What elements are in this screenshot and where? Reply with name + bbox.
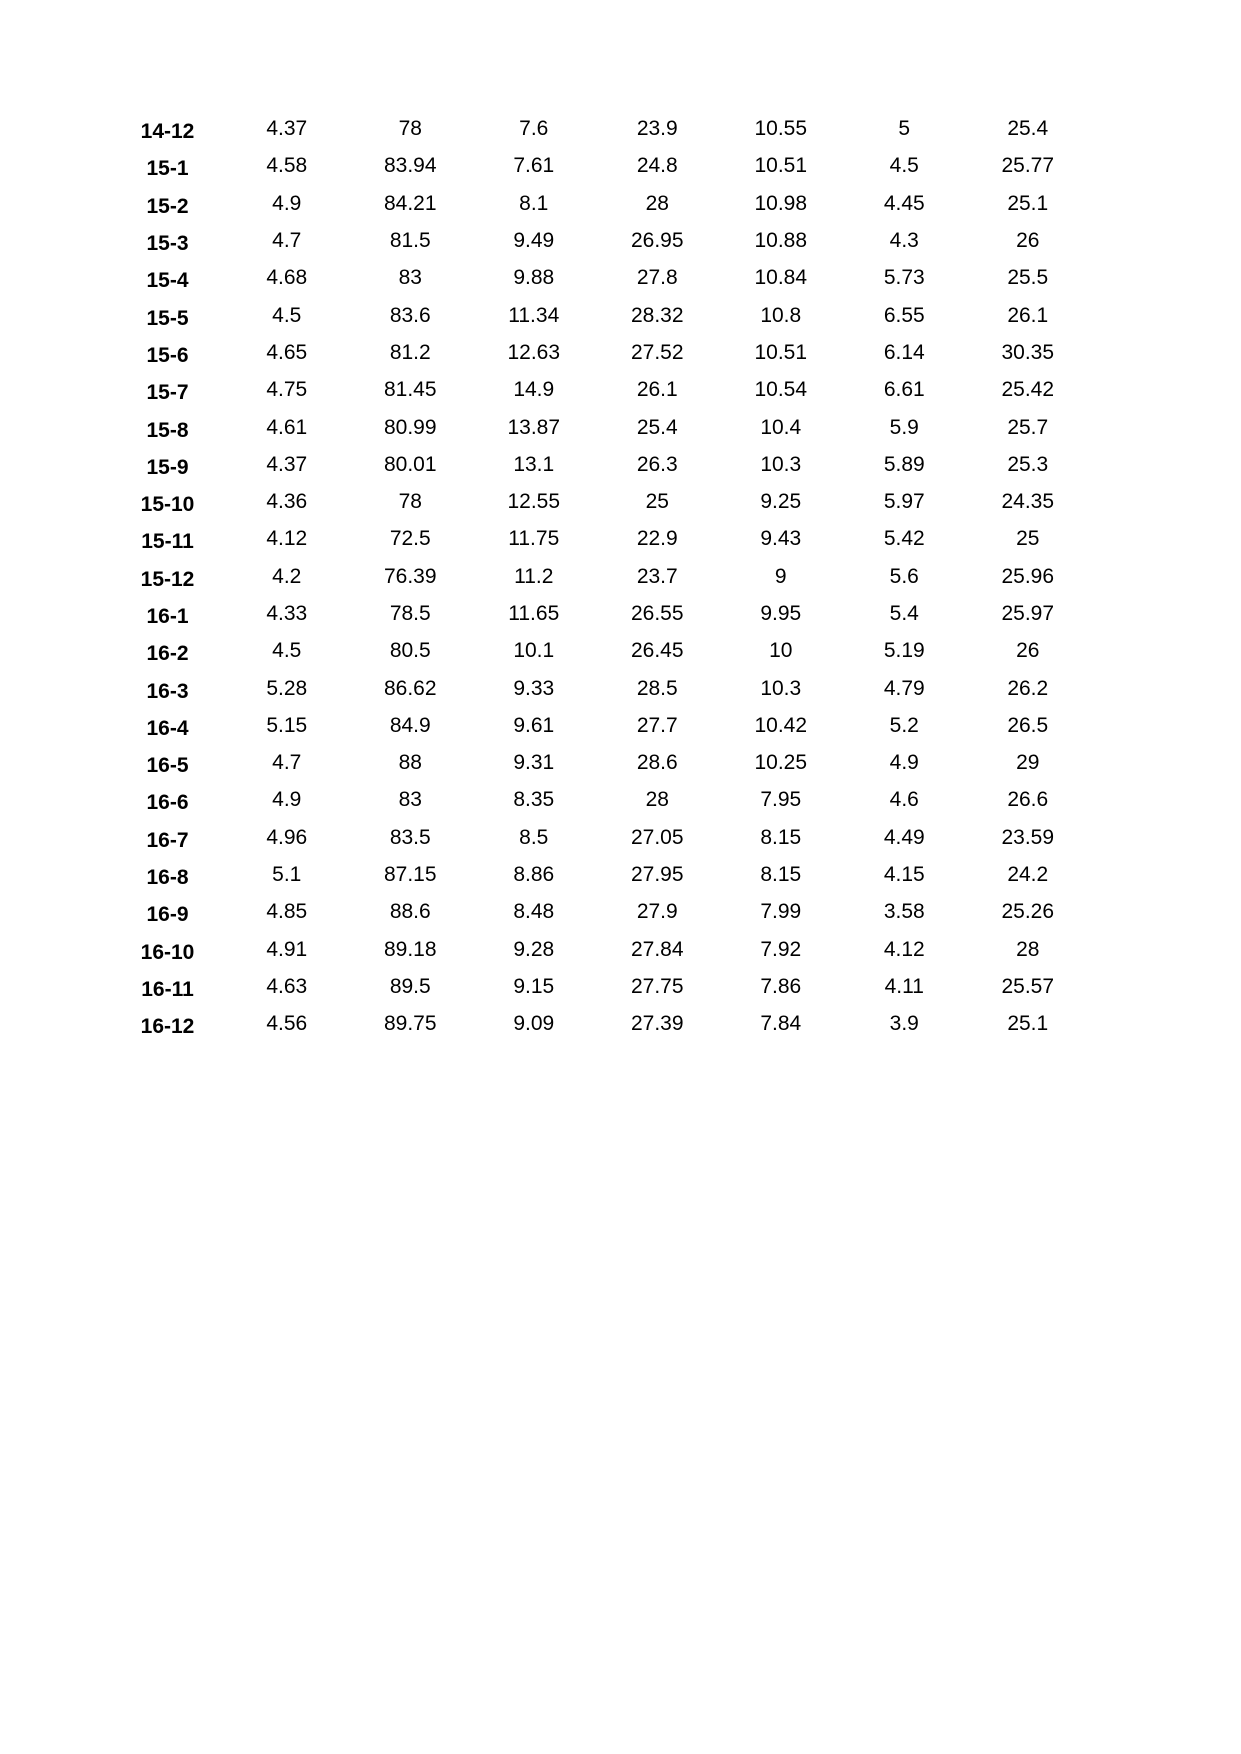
table-cell: 8.86 xyxy=(513,863,555,887)
table-cell: 7.61 xyxy=(513,154,555,178)
table-cell: 25.97 xyxy=(1001,602,1055,625)
table-cell: 5.15 xyxy=(266,713,308,737)
table-cell: 8.15 xyxy=(760,863,802,887)
table-cell: 25.5 xyxy=(1007,266,1049,290)
table-cell: 5.73 xyxy=(883,266,925,290)
row-label: 16-11 xyxy=(141,977,194,1001)
table-cell: 9.33 xyxy=(513,676,555,700)
table-cell: 26.5 xyxy=(1007,713,1049,737)
table-cell: 5.6 xyxy=(889,564,919,588)
table-row xyxy=(110,520,1090,557)
table-cell: 83 xyxy=(398,266,422,290)
row-label: 15-5 xyxy=(146,306,189,330)
table-cell: 26 xyxy=(1016,229,1040,253)
table-cell: 28.5 xyxy=(636,676,678,700)
table-cell: 25.26 xyxy=(1001,900,1055,924)
table-cell: 12.55 xyxy=(507,490,561,514)
table-cell: 88.6 xyxy=(389,900,431,924)
row-label: 16-4 xyxy=(146,716,189,740)
table-cell: 4.12 xyxy=(266,527,308,551)
table-cell: 25.7 xyxy=(1007,415,1049,439)
table-cell: 12.63 xyxy=(507,340,561,364)
table-cell: 83.94 xyxy=(383,154,437,178)
table-cell: 26.95 xyxy=(630,229,684,253)
table-cell: 83 xyxy=(398,788,422,812)
table-cell: 25 xyxy=(645,490,669,514)
table-cell: 27.8 xyxy=(636,266,678,290)
table-cell: 10.3 xyxy=(760,452,802,476)
table-cell: 26.3 xyxy=(636,452,678,476)
table-cell: 26.2 xyxy=(1007,676,1049,700)
table-cell: 8.48 xyxy=(513,900,555,924)
table-row xyxy=(110,408,1090,445)
row-label: 16-12 xyxy=(140,1015,195,1039)
row-label: 16-9 xyxy=(146,903,189,927)
table-row xyxy=(110,1005,1090,1042)
table-cell: 7.95 xyxy=(760,788,802,812)
row-label: 15-10 xyxy=(140,493,195,517)
table-cell: 89.75 xyxy=(383,1012,437,1036)
table-row xyxy=(110,185,1090,222)
table-cell: 4.12 xyxy=(883,937,925,961)
table-cell: 25.77 xyxy=(1001,154,1055,178)
table-cell: 8.1 xyxy=(519,191,549,215)
table-cell: 9 xyxy=(774,564,787,588)
table-cell: 10.88 xyxy=(754,229,808,253)
table-cell: 11.2 xyxy=(514,564,554,588)
table-cell: 10.55 xyxy=(754,117,808,141)
row-label: 14-12 xyxy=(140,120,195,144)
table-cell: 10.42 xyxy=(754,713,808,737)
table-cell: 29 xyxy=(1016,751,1040,775)
table-cell: 89.5 xyxy=(389,974,431,998)
table-cell: 4.6 xyxy=(889,788,919,812)
table-cell: 78 xyxy=(398,117,422,141)
table-cell: 4.58 xyxy=(266,154,308,178)
table-cell: 10 xyxy=(769,639,793,663)
row-label: 15-9 xyxy=(146,455,189,479)
table-row xyxy=(110,893,1090,930)
table-cell: 28 xyxy=(645,191,669,215)
table-cell: 27.9 xyxy=(636,900,678,924)
table-cell: 80.99 xyxy=(383,415,437,439)
row-label: 15-2 xyxy=(146,194,189,218)
table-row xyxy=(110,483,1090,520)
table-cell: 80.01 xyxy=(383,452,437,476)
table-cell: 14.9 xyxy=(513,378,555,402)
table-cell: 11.65 xyxy=(508,602,560,625)
table-cell: 25.1 xyxy=(1007,191,1049,215)
table-cell: 6.61 xyxy=(883,378,925,402)
table-cell: 80.5 xyxy=(389,639,431,663)
table-cell: 4.65 xyxy=(266,340,308,364)
table-cell: 89.18 xyxy=(383,937,437,961)
table-cell: 10.51 xyxy=(754,154,808,178)
table-cell: 86.62 xyxy=(383,676,437,700)
table-cell: 30.35 xyxy=(1001,340,1055,364)
table-cell: 5.1 xyxy=(272,863,302,887)
row-label: 16-5 xyxy=(146,754,189,778)
table-cell: 26.6 xyxy=(1007,788,1049,812)
table-cell: 4.36 xyxy=(266,490,308,514)
table-cell: 11.34 xyxy=(508,303,560,327)
table-cell: 26.55 xyxy=(630,602,684,625)
table-row xyxy=(110,334,1090,371)
table-cell: 7.99 xyxy=(760,900,802,924)
table-row xyxy=(110,744,1090,781)
table-cell: 9.25 xyxy=(760,490,802,514)
table-cell: 23.7 xyxy=(636,564,678,588)
table-cell: 81.45 xyxy=(383,378,437,402)
table-cell: 4.15 xyxy=(883,863,925,887)
table-cell: 6.55 xyxy=(883,303,925,327)
table-cell: 5.28 xyxy=(266,676,308,700)
table-cell: 10.98 xyxy=(754,191,808,215)
table-cell: 9.95 xyxy=(760,602,802,625)
row-label: 15-4 xyxy=(146,269,189,293)
table-cell: 5.4 xyxy=(889,602,919,625)
table-cell: 28.32 xyxy=(630,303,684,327)
table-cell: 4.5 xyxy=(889,154,919,178)
table-cell: 84.9 xyxy=(389,713,431,737)
table-row xyxy=(110,856,1090,893)
table-cell: 28.6 xyxy=(636,751,678,775)
table-cell: 26.1 xyxy=(1007,303,1049,327)
table-cell: 28 xyxy=(1016,937,1040,961)
data-table-body xyxy=(110,110,1090,1042)
table-cell: 76.39 xyxy=(383,564,437,588)
table-cell: 84.21 xyxy=(383,191,437,215)
row-label: 16-6 xyxy=(146,791,189,815)
row-label: 15-7 xyxy=(146,381,189,405)
table-row xyxy=(110,259,1090,296)
table-cell: 5.9 xyxy=(889,415,919,439)
table-cell: 4.7 xyxy=(272,229,302,253)
table-cell: 11.75 xyxy=(508,527,560,551)
table-row xyxy=(110,446,1090,483)
table-cell: 78.5 xyxy=(389,602,431,625)
table-cell: 25.96 xyxy=(1001,564,1055,588)
table-cell: 4.37 xyxy=(266,452,308,476)
table-cell: 4.63 xyxy=(266,974,308,998)
row-label: 16-2 xyxy=(146,642,189,666)
table-cell: 83.5 xyxy=(389,825,431,849)
table-cell: 4.75 xyxy=(266,378,308,402)
table-cell: 7.84 xyxy=(760,1012,802,1036)
table-cell: 4.49 xyxy=(883,825,925,849)
row-label: 15-1 xyxy=(146,157,189,181)
row-label: 16-8 xyxy=(146,866,189,890)
table-cell: 3.58 xyxy=(883,900,925,924)
table-cell: 25.4 xyxy=(636,415,678,439)
table-cell: 26 xyxy=(1016,639,1040,663)
table-cell: 27.7 xyxy=(636,713,678,737)
table-cell: 4.9 xyxy=(272,191,302,215)
table-cell: 10.8 xyxy=(760,303,802,327)
table-cell: 9.31 xyxy=(513,751,555,775)
table-cell: 9.15 xyxy=(513,974,555,998)
table-cell: 23.59 xyxy=(1001,825,1055,849)
table-cell: 4.45 xyxy=(883,191,925,215)
table-row xyxy=(110,222,1090,259)
table-cell: 6.14 xyxy=(883,340,925,364)
table-cell: 4.5 xyxy=(272,639,302,663)
table-cell: 27.05 xyxy=(630,825,684,849)
table-cell: 4.7 xyxy=(272,751,302,775)
table-cell: 7.92 xyxy=(760,937,802,961)
table-cell: 10.3 xyxy=(760,676,802,700)
table-cell: 25.42 xyxy=(1001,378,1055,402)
table-cell: 24.2 xyxy=(1007,863,1049,887)
table-cell: 3.9 xyxy=(889,1012,919,1036)
table-cell: 27.84 xyxy=(630,937,684,961)
table-cell: 4.3 xyxy=(889,229,919,253)
table-row xyxy=(110,595,1090,632)
table-cell: 4.9 xyxy=(272,788,302,812)
table-cell: 72.5 xyxy=(389,527,431,551)
table-cell: 4.56 xyxy=(266,1012,308,1036)
table-row xyxy=(110,931,1090,968)
table-cell: 10.1 xyxy=(513,639,555,663)
table-cell: 4.2 xyxy=(272,564,302,588)
table-cell: 25.3 xyxy=(1007,452,1049,476)
table-cell: 27.39 xyxy=(630,1012,684,1036)
table-cell: 4.9 xyxy=(889,751,919,775)
table-cell: 81.2 xyxy=(389,340,431,364)
table-cell: 27.75 xyxy=(630,974,684,998)
table-cell: 10.25 xyxy=(754,751,808,775)
table-cell: 25.57 xyxy=(1001,974,1055,998)
row-label: 16-10 xyxy=(140,940,195,964)
table-row xyxy=(110,968,1090,1005)
table-cell: 8.35 xyxy=(513,788,555,812)
table-cell: 4.33 xyxy=(266,602,308,625)
table-row xyxy=(110,147,1090,184)
table-row xyxy=(110,819,1090,856)
table-cell: 10.4 xyxy=(760,415,802,439)
table-cell: 13.1 xyxy=(513,452,555,476)
table-cell: 5.2 xyxy=(889,713,919,737)
table-cell: 5.19 xyxy=(883,639,925,663)
table-cell: 4.61 xyxy=(266,415,308,439)
table-cell: 9.61 xyxy=(513,713,555,737)
table-cell: 26.1 xyxy=(636,378,678,402)
row-label: 15-12 xyxy=(140,567,195,591)
table-cell: 4.96 xyxy=(266,825,308,849)
table-cell: 23.9 xyxy=(636,117,678,141)
table-cell: 10.54 xyxy=(754,378,808,402)
row-label: 15-11 xyxy=(141,530,194,554)
table-cell: 24.8 xyxy=(636,154,678,178)
row-label: 16-1 xyxy=(146,605,189,628)
table-cell: 9.09 xyxy=(513,1012,555,1036)
table-cell: 9.88 xyxy=(513,266,555,290)
table-cell: 5 xyxy=(898,117,911,141)
table-row xyxy=(110,296,1090,333)
table-cell: 27.52 xyxy=(630,340,684,364)
table-cell: 25.4 xyxy=(1007,117,1049,141)
table-cell: 87.15 xyxy=(383,863,437,887)
row-label: 15-6 xyxy=(146,343,189,367)
table-cell: 83.6 xyxy=(389,303,431,327)
table-cell: 8.5 xyxy=(519,825,549,849)
table-cell: 24.35 xyxy=(1001,490,1055,514)
row-label: 15-3 xyxy=(146,232,189,256)
table-cell: 4.91 xyxy=(266,937,308,961)
table-cell: 9.43 xyxy=(760,527,802,551)
table-cell: 5.42 xyxy=(883,527,925,551)
table-cell: 4.85 xyxy=(266,900,308,924)
row-label: 16-3 xyxy=(146,679,189,703)
table-cell: 10.84 xyxy=(754,266,808,290)
table-cell: 26.45 xyxy=(630,639,684,663)
table-cell: 4.68 xyxy=(266,266,308,290)
table-cell: 7.86 xyxy=(760,974,802,998)
table-row xyxy=(110,669,1090,706)
table-cell: 78 xyxy=(398,490,422,514)
table-cell: 13.87 xyxy=(507,415,561,439)
table-cell: 4.79 xyxy=(883,676,925,700)
table-cell: 25.1 xyxy=(1007,1012,1049,1036)
table-row xyxy=(110,707,1090,744)
table-cell: 27.95 xyxy=(630,863,684,887)
table-row xyxy=(110,781,1090,818)
row-label: 15-8 xyxy=(146,418,189,442)
table-cell: 10.51 xyxy=(754,340,808,364)
table-cell: 5.89 xyxy=(883,452,925,476)
table-cell: 8.15 xyxy=(760,825,802,849)
data-table xyxy=(110,110,1090,1042)
table-row xyxy=(110,371,1090,408)
table-cell: 22.9 xyxy=(636,527,678,551)
table-row xyxy=(110,110,1090,147)
table-cell: 9.28 xyxy=(513,937,555,961)
table-cell: 88 xyxy=(398,751,422,775)
table-cell: 81.5 xyxy=(389,229,431,253)
table-row xyxy=(110,632,1090,669)
row-label: 16-7 xyxy=(146,828,189,852)
table-cell: 7.6 xyxy=(519,117,549,141)
table-row xyxy=(110,558,1090,595)
table-cell: 25 xyxy=(1016,527,1040,551)
table-cell: 9.49 xyxy=(513,229,555,253)
table-cell: 4.11 xyxy=(884,974,924,998)
table-cell: 28 xyxy=(645,788,669,812)
table-cell: 4.37 xyxy=(266,117,308,141)
table-cell: 5.97 xyxy=(883,490,925,514)
table-cell: 4.5 xyxy=(272,303,302,327)
